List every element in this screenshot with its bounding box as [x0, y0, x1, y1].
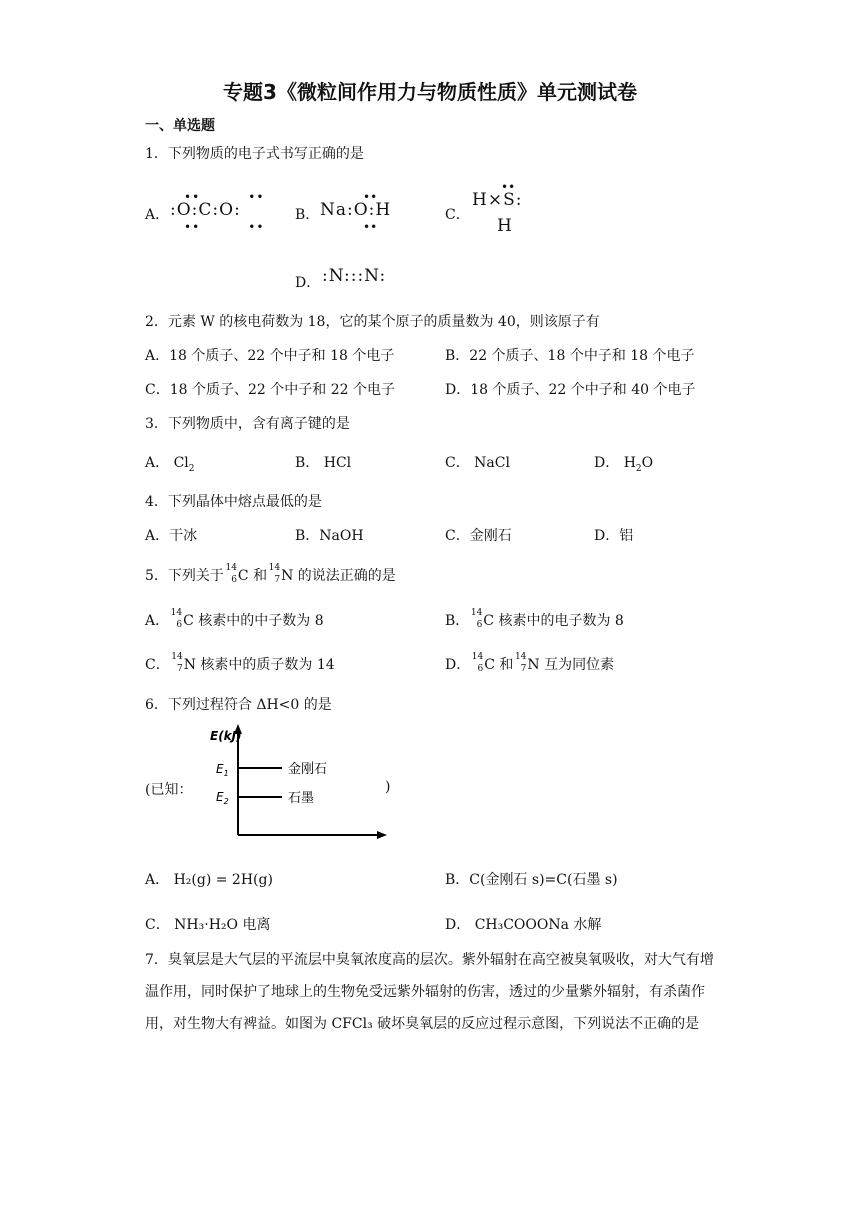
q6-option-a: A． H₂(g) = 2H(g) — [145, 872, 273, 888]
q4-option-d: D．铝 — [594, 528, 634, 544]
q3-option-b: B． HCl — [295, 455, 352, 471]
q3-d-formula: H — [623, 455, 636, 471]
q3-option-d — [594, 452, 653, 474]
graphite-label: 石墨 — [288, 791, 315, 806]
q1-option-b-label: B． — [295, 207, 320, 223]
y-axis-label: E(kJ) — [210, 729, 242, 743]
q6-note-close: ) — [385, 779, 391, 795]
question-1-stem: 1．下列物质的电子式书写正确的是 — [145, 146, 364, 162]
q1-option-a-label: A． — [145, 207, 170, 223]
q4-option-b: B．NaOH — [295, 528, 364, 544]
q4-option-a: A．干冰 — [145, 528, 198, 544]
question-2-stem: 2．元素 W 的核电荷数为 18，它的某个原子的质量数为 40，则该原子有 — [145, 314, 600, 330]
q5-option-b: B． 14 6 C 核素中的电子数为 8 — [445, 608, 624, 630]
q5-option-a: A． 14 6 C 核素中的中子数为 8 — [145, 608, 324, 630]
section-heading: 一、单选题 — [145, 118, 215, 134]
page-title: 专题3《微粒间作用力与物质性质》单元测试卷 — [223, 80, 637, 104]
lone-pair-dots-top-b: •• — [363, 190, 378, 204]
q1-option-c-formula: H×S: — [472, 190, 523, 210]
question-4-stem: 4．下列晶体中熔点最低的是 — [145, 494, 322, 510]
q6-option-b: B．C(金刚石 s)=C(石墨 s) — [445, 872, 618, 888]
energy-level-diagram — [210, 722, 390, 840]
q1-option-b-formula: Na:O:H — [320, 200, 392, 220]
carbon-14-isotope: 14 6 — [225, 563, 237, 585]
e1-label: $E_1$ — [216, 762, 229, 778]
q2-option-d: D．18 个质子、22 个中子和 40 个电子 — [445, 382, 696, 398]
q5-option-c: C． 14 7 N 核素中的质子数为 14 — [145, 652, 335, 674]
nitrogen-14-isotope: 14 7 — [268, 563, 281, 585]
q5-stem-c: C 和 — [237, 568, 268, 584]
q5-stem-n: N 的说法正确的是 — [281, 568, 396, 584]
q3-d-tail: O — [641, 455, 654, 471]
lone-pair-dots-top: •• •• — [184, 190, 265, 204]
q6-option-d: D． CH₃COOONa 水解 — [445, 917, 602, 933]
x-axis-arrow — [377, 831, 387, 839]
lone-pair-dots-top-c: •• — [501, 180, 516, 194]
lone-pair-dots-bottom-b: •• — [363, 220, 378, 234]
diamond-label: 金刚石 — [288, 762, 328, 777]
question-3-stem: 3．下列物质中，含有离子键的是 — [145, 416, 350, 432]
lone-pair-dots-bottom: •• •• — [184, 220, 265, 234]
q1-option-c-label: C． — [445, 207, 470, 223]
q1-option-d-label: D． — [295, 275, 321, 291]
q6-option-c: C． NH₃·H₂O 电离 — [145, 917, 271, 933]
question-7-text: 7．臭氧层是大气层的平流层中臭氧浓度高的层次。紫外辐射在高空被臭氧吸收，对大气有增温作用，同时保护了地球上的生物免受远紫外辐射的伤害，透过的少量紫外辐射，有杀菌作用，对生物大有裨益。如图为 CFCl₃ 破坏臭氧层的反应过程示意图，下列说法不正确的是 — [145, 952, 714, 1032]
q3-d-label: D． — [594, 455, 620, 471]
q5-stem-pre: 5．下列关于 — [145, 568, 224, 584]
question-6-stem: 6．下列过程符合 ΔH<0 的是 — [145, 697, 332, 713]
e2-label: $E_2$ — [216, 790, 229, 806]
q1-option-c-bottom-h: H — [497, 216, 512, 236]
q2-option-b: B．22 个质子、18 个中子和 18 个电子 — [445, 348, 695, 364]
q1-option-a-formula: :O:C:O: — [170, 200, 241, 220]
q2-option-a: A．18 个质子、22 个中子和 18 个电子 — [145, 348, 395, 364]
q2-option-c: C．18 个质子、22 个中子和 22 个电子 — [145, 382, 395, 398]
q4-option-c: C．金刚石 — [445, 528, 512, 544]
q3-a-subscript: 2 — [188, 463, 195, 474]
q3-a-label: A． — [145, 455, 170, 471]
q3-option-c: C． NaCl — [445, 455, 510, 471]
q3-a-formula: Cl — [173, 455, 189, 471]
q5-option-d: D． 14 6 C 和 14 7 N 互为同位素 — [445, 652, 615, 674]
q3-option-a — [145, 452, 195, 474]
question-5-stem — [145, 565, 396, 585]
q3-d-subscript: 2 — [635, 463, 642, 474]
q1-option-d-formula: :N:::N: — [322, 266, 387, 286]
q6-note-open: (已知： — [145, 782, 193, 798]
